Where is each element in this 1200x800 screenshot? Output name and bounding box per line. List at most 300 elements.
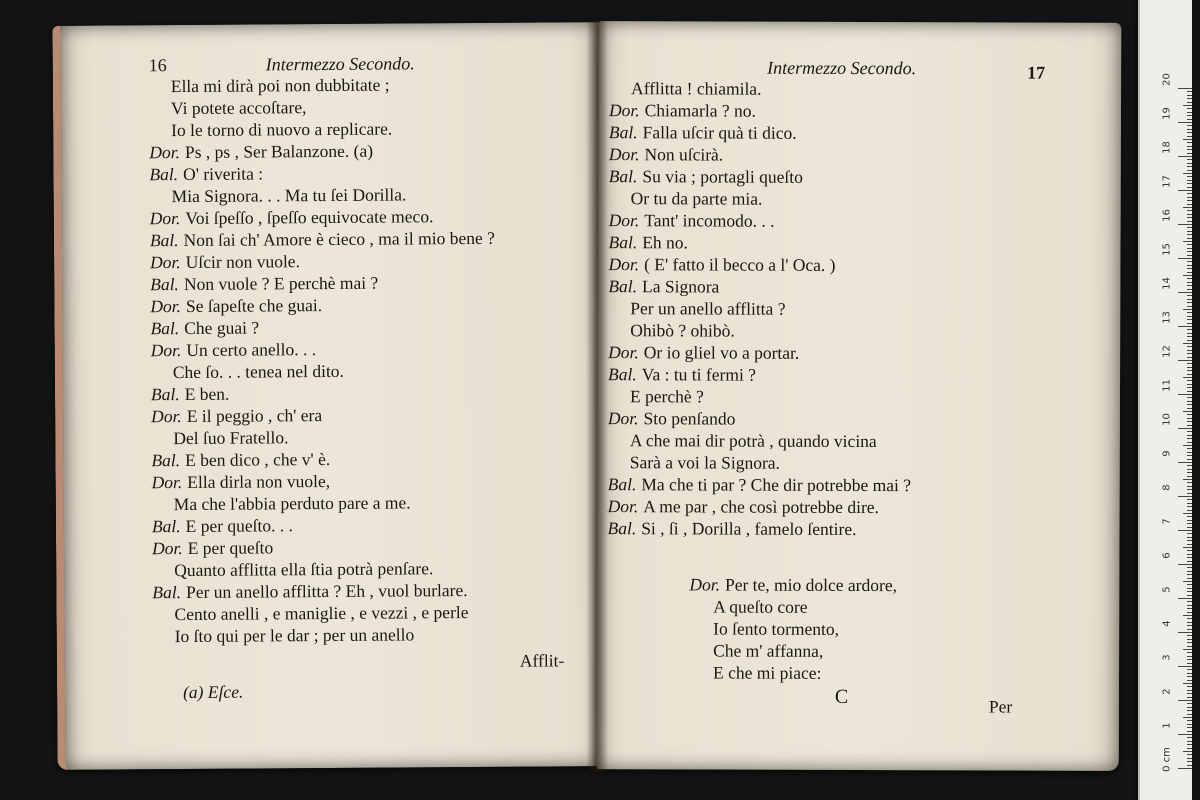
line-text: Ma che l'abbia perduto pare a me.: [173, 492, 411, 515]
left-page: [52, 22, 605, 770]
left-page-text: [149, 73, 498, 647]
ruler-tick: [1187, 187, 1192, 188]
ruler-tick: [1187, 193, 1192, 194]
speaker-label: Dor.: [151, 406, 182, 427]
aria-line: [689, 617, 897, 640]
ruler-tick: [1178, 700, 1192, 701]
ruler-tick: [1187, 244, 1192, 245]
ruler-tick: [1187, 567, 1192, 568]
ruler-tick: [1187, 601, 1192, 602]
ruler-tick: [1183, 615, 1192, 616]
ruler-tick: [1187, 265, 1192, 266]
line-text: Va : tu ti fermi ?: [641, 364, 756, 385]
right-page-number: 17: [1027, 62, 1046, 83]
ruler-tick: [1187, 523, 1192, 524]
ruler-tick: [1187, 115, 1192, 116]
speaker-label: Dor.: [607, 496, 639, 517]
line-text: Si , ſi , Dorilla , famelo ſentire.: [641, 518, 857, 539]
line-text: Che ſo. . . tenea nel dito.: [172, 360, 344, 383]
text-line: [608, 429, 911, 452]
ruler-tick: [1187, 102, 1192, 103]
ruler-tick: [1187, 421, 1192, 422]
ruler-tick: [1187, 95, 1192, 96]
ruler-tick: [1187, 316, 1192, 317]
ruler-tick: [1187, 673, 1192, 674]
ruler-tick: [1187, 499, 1192, 500]
text-line: [149, 73, 494, 97]
speaker-label: Bal.: [150, 318, 180, 339]
ruler-tick: [1187, 578, 1192, 579]
ruler-label: 19: [1161, 107, 1173, 120]
measurement-ruler: [1138, 0, 1192, 800]
line-text: Per un anello afflitta ?: [630, 298, 786, 319]
ruler-tick: [1178, 394, 1192, 395]
ruler-tick: [1187, 391, 1192, 392]
line-text: Tant' incomodo. . .: [644, 210, 775, 231]
ruler-tick: [1187, 336, 1192, 337]
line-text: E perchè ?: [629, 386, 704, 407]
text-line: [608, 253, 911, 276]
line-text: Or tu da parte mia.: [630, 188, 763, 209]
ruler-tick: [1187, 384, 1192, 385]
ruler-label: 4: [1161, 620, 1173, 627]
ruler-tick: [1187, 741, 1192, 742]
ruler-tick: [1183, 649, 1192, 650]
ruler-tick: [1187, 129, 1192, 130]
ruler-tick: [1187, 639, 1192, 640]
ruler-tick: [1187, 646, 1192, 647]
ruler-tick: [1187, 608, 1192, 609]
speaker-label: Bal.: [150, 384, 180, 405]
ruler-tick: [1187, 625, 1192, 626]
ruler-tick: [1187, 472, 1192, 473]
speaker-label: Bal.: [608, 364, 637, 385]
ruler-tick: [1187, 340, 1192, 341]
ruler-tick: [1187, 676, 1192, 677]
line-text: A che mai dir potrà , quando vicina: [629, 430, 877, 452]
line-text: E ben dico , che v' è.: [185, 448, 331, 471]
ruler-label: 0 cm: [1161, 747, 1173, 772]
ruler-tick: [1187, 272, 1192, 273]
ruler-tick: [1183, 343, 1192, 344]
line-text: Un certo anello. . .: [186, 339, 317, 360]
speaker-label: Dor.: [608, 144, 640, 165]
aria-line: [689, 639, 897, 662]
line-text: Io ſto qui per le dar ; per un anello: [174, 624, 415, 647]
ruler-label: 9: [1161, 450, 1173, 457]
line-text: Ella mi dirà poi non dubbitate ;: [170, 74, 390, 97]
text-line: [152, 601, 497, 625]
ruler-tick: [1187, 584, 1192, 585]
text-line: [608, 231, 911, 254]
speaker-label: Dor.: [150, 296, 182, 317]
ruler-tick: [1187, 510, 1192, 511]
ruler-tick: [1187, 210, 1192, 211]
ruler-tick: [1187, 146, 1192, 147]
text-line: [609, 165, 912, 188]
ruler-tick: [1187, 329, 1192, 330]
text-line: [608, 341, 911, 364]
line-text: O' riverita :: [183, 163, 264, 185]
line-text: Del ſuo Fratello.: [173, 427, 289, 449]
right-catchword: Per: [988, 696, 1013, 717]
ruler-tick: [1187, 387, 1192, 388]
left-running-title: Intermezzo Secondo.: [265, 53, 415, 75]
line-text: E ben.: [184, 383, 230, 405]
text-line: [151, 403, 496, 427]
ruler-tick: [1187, 350, 1192, 351]
ruler-tick: [1187, 605, 1192, 606]
ruler-tick: [1187, 748, 1192, 749]
ruler-label: 15: [1161, 243, 1173, 256]
line-text: Ella dirla non vuole,: [187, 470, 331, 492]
text-line: [150, 227, 495, 251]
ruler-tick: [1187, 108, 1192, 109]
line-text: Sarà a voi la Signora.: [629, 452, 780, 473]
line-text: Se ſapeſte che guai.: [185, 295, 323, 316]
text-line: [608, 363, 911, 386]
ruler-tick: [1187, 618, 1192, 619]
ruler-tick: [1178, 88, 1192, 89]
ruler-tick: [1178, 598, 1192, 599]
ruler-tick: [1178, 530, 1192, 531]
speaker-label: Dor.: [608, 210, 640, 231]
line-text: Falla uſcir quà ti dico.: [642, 122, 797, 143]
speaker-label: Bal.: [151, 516, 181, 537]
speaker-label: Bal.: [608, 276, 638, 297]
right-page-text: [607, 77, 912, 540]
ruler-tick: [1187, 268, 1192, 269]
ruler-tick: [1183, 309, 1192, 310]
ruler-tick: [1187, 289, 1192, 290]
ruler-tick: [1178, 632, 1192, 633]
ruler-tick: [1178, 258, 1192, 259]
ruler-tick: [1187, 323, 1192, 324]
ruler-tick: [1187, 588, 1192, 589]
line-text: Non ſai ch' Amore è cieco , ma il mio bene ?: [183, 227, 495, 251]
ruler-tick: [1187, 663, 1192, 664]
ruler-tick: [1183, 445, 1192, 446]
ruler-tick: [1187, 312, 1192, 313]
aria-text: [689, 573, 897, 684]
ruler-tick: [1187, 652, 1192, 653]
ruler-tick: [1183, 275, 1192, 276]
text-line: [608, 385, 911, 408]
text-line: [608, 275, 911, 298]
text-line: [152, 513, 497, 537]
speaker-label: Dor.: [149, 142, 181, 163]
ruler-tick: [1187, 693, 1192, 694]
text-line: [609, 121, 912, 144]
ruler-tick: [1187, 132, 1192, 133]
ruler-tick: [1183, 139, 1192, 140]
ruler-label: 7: [1161, 518, 1173, 525]
ruler-tick: [1187, 217, 1192, 218]
ruler-tick: [1187, 537, 1192, 538]
line-text: Ma che ti par ? Che dir potrebbe mai ?: [641, 474, 912, 496]
speaker-label: Dor.: [608, 342, 639, 363]
book-gutter: [586, 20, 608, 772]
ruler-tick: [1187, 435, 1192, 436]
aria-line: [689, 661, 897, 684]
ruler-tick: [1187, 448, 1192, 449]
ruler-tick: [1187, 459, 1192, 460]
speaker-label: Bal.: [608, 232, 638, 253]
ruler-tick: [1187, 119, 1192, 120]
ruler-tick: [1187, 642, 1192, 643]
line-text: ( E' fatto il becco a l' Oca. ): [644, 254, 836, 275]
ruler-label: 8: [1161, 484, 1173, 491]
ruler-tick: [1183, 411, 1192, 412]
ruler-tick: [1187, 727, 1192, 728]
text-line: [149, 139, 494, 163]
ruler-tick: [1187, 591, 1192, 592]
ruler-tick: [1183, 751, 1192, 752]
ruler-tick: [1187, 629, 1192, 630]
text-line: [151, 381, 496, 405]
ruler-tick: [1187, 231, 1192, 232]
ruler-tick: [1187, 180, 1192, 181]
speaker-label: Dor.: [151, 538, 183, 559]
speaker-label: Dor.: [149, 252, 181, 273]
ruler-tick: [1187, 142, 1192, 143]
ruler-tick: [1178, 564, 1192, 565]
ruler-tick: [1183, 105, 1192, 106]
ruler-tick: [1187, 261, 1192, 262]
aria-line: [689, 595, 897, 618]
ruler-tick: [1187, 557, 1192, 558]
line-text: Sto penſando: [643, 408, 736, 429]
ruler-tick: [1178, 292, 1192, 293]
ruler-tick: [1187, 285, 1192, 286]
text-line: [608, 407, 911, 430]
ruler-tick: [1187, 669, 1192, 670]
text-line: [152, 469, 497, 493]
ruler-label: 16: [1161, 209, 1173, 222]
ruler-tick: [1183, 717, 1192, 718]
ruler-label: 3: [1161, 654, 1173, 661]
ruler-tick: [1187, 278, 1192, 279]
speaker-label: Bal.: [149, 230, 179, 251]
ruler-tick: [1187, 656, 1192, 657]
ruler-tick: [1187, 397, 1192, 398]
ruler-tick: [1187, 221, 1192, 222]
ruler-tick: [1187, 431, 1192, 432]
ruler-tick: [1187, 710, 1192, 711]
line-text: Or io gliel vo a portar.: [643, 342, 800, 363]
ruler-tick: [1187, 469, 1192, 470]
ruler-tick: [1187, 183, 1192, 184]
line-text: Ps , ps , Ser Balanzone. (a): [184, 140, 374, 162]
ruler-tick: [1187, 367, 1192, 368]
ruler-tick: [1187, 374, 1192, 375]
line-text: Cento anelli , e maniglie , e vezzi , e perle: [174, 602, 469, 625]
text-line: [152, 535, 497, 559]
text-line: [149, 95, 494, 119]
line-text: A queſto core: [713, 596, 808, 617]
ruler-tick: [1178, 768, 1192, 769]
right-running-title: Intermezzo Secondo.: [767, 57, 917, 79]
ruler-tick: [1187, 401, 1192, 402]
line-text: Per un anello afflitta ? Eh , vuol burlare.: [185, 580, 468, 603]
ruler-label: 6: [1161, 552, 1173, 559]
ruler-tick: [1187, 659, 1192, 660]
ruler-tick: [1187, 561, 1192, 562]
ruler-tick: [1187, 357, 1192, 358]
ruler-tick: [1178, 462, 1192, 463]
ruler-tick: [1187, 91, 1192, 92]
ruler-tick: [1187, 251, 1192, 252]
text-line: [608, 473, 911, 496]
text-line: [150, 293, 495, 317]
ruler-tick: [1187, 370, 1192, 371]
line-text: Che m' affanna,: [713, 640, 824, 661]
ruler-tick: [1187, 707, 1192, 708]
speaker-label: Bal.: [149, 164, 179, 185]
line-text: E che mi piace:: [712, 662, 822, 683]
ruler-tick: [1178, 122, 1192, 123]
ruler-tick: [1187, 255, 1192, 256]
speaker-label: Dor.: [607, 408, 639, 429]
ruler-tick: [1187, 482, 1192, 483]
speaker-label: Dor.: [608, 254, 640, 275]
ruler-tick: [1187, 761, 1192, 762]
ruler-tick: [1187, 489, 1192, 490]
ruler-tick: [1187, 690, 1192, 691]
ruler-tick: [1187, 686, 1192, 687]
line-text: Per te, mio dolce ardore,: [724, 574, 898, 596]
ruler-tick: [1187, 238, 1192, 239]
text-line: [608, 495, 911, 518]
text-line: [609, 187, 912, 210]
ruler-label: 10: [1161, 413, 1173, 426]
ruler-tick: [1187, 380, 1192, 381]
ruler-tick: [1187, 731, 1192, 732]
ruler-tick: [1187, 520, 1192, 521]
text-line: [150, 271, 495, 295]
ruler-tick: [1187, 170, 1192, 171]
ruler-tick: [1187, 98, 1192, 99]
ruler-tick: [1187, 527, 1192, 528]
ruler-tick: [1178, 666, 1192, 667]
ruler-tick: [1178, 496, 1192, 497]
ruler-label: 1: [1161, 722, 1173, 729]
ruler-label: 14: [1161, 277, 1173, 290]
line-text: A me par , che così potrebbe dire.: [643, 496, 879, 518]
ruler-tick: [1187, 754, 1192, 755]
ruler-tick: [1187, 442, 1192, 443]
ruler-tick: [1187, 319, 1192, 320]
ruler-label: 13: [1161, 311, 1173, 324]
ruler-tick: [1187, 720, 1192, 721]
bleed-through-text: [961, 106, 1111, 107]
text-line: [609, 77, 912, 100]
text-line: [609, 209, 912, 232]
ruler-tick: [1187, 703, 1192, 704]
text-line: [151, 425, 496, 449]
right-page: [597, 21, 1122, 771]
ruler-tick: [1187, 744, 1192, 745]
ruler-tick: [1187, 503, 1192, 504]
ruler-tick: [1183, 377, 1192, 378]
ruler-tick: [1187, 214, 1192, 215]
line-text: Io ſento tormento,: [713, 618, 840, 639]
ruler-tick: [1187, 635, 1192, 636]
ruler-tick: [1187, 438, 1192, 439]
text-line: [152, 557, 497, 581]
ruler-tick: [1183, 683, 1192, 684]
ruler-tick: [1187, 234, 1192, 235]
ruler-tick: [1187, 295, 1192, 296]
text-line: [151, 359, 496, 383]
signature-mark: C: [834, 685, 849, 708]
text-line: [149, 161, 494, 185]
ruler-tick: [1187, 125, 1192, 126]
text-line: [150, 183, 495, 207]
ruler-tick: [1178, 156, 1192, 157]
text-line: [153, 623, 498, 647]
ruler-tick: [1183, 547, 1192, 548]
text-line: [607, 517, 910, 540]
ruler-tick: [1183, 207, 1192, 208]
speaker-label: Bal.: [152, 582, 182, 603]
ruler-tick: [1187, 414, 1192, 415]
ruler-tick: [1187, 765, 1192, 766]
line-text: Non vuole ? E perchè mai ?: [183, 272, 379, 295]
ruler-label: 20: [1161, 73, 1173, 86]
ruler-tick: [1178, 326, 1192, 327]
line-text: Quanto afflitta ella ſtia potrà penſare.: [174, 558, 434, 581]
line-text: Eh no.: [642, 232, 688, 253]
ruler-tick: [1187, 299, 1192, 300]
ruler-tick: [1187, 227, 1192, 228]
ruler-tick: [1187, 455, 1192, 456]
ruler-tick: [1187, 680, 1192, 681]
text-line: [151, 337, 496, 361]
speaker-label: Dor.: [150, 340, 182, 361]
ruler-tick: [1187, 571, 1192, 572]
ruler-tick: [1187, 302, 1192, 303]
text-line: [150, 315, 495, 339]
line-text: Vi potete accoſtare,: [170, 97, 307, 119]
line-text: Voi ſpeſſo , ſpeſſo equivocate meco.: [185, 206, 434, 228]
left-catchword: Afflit-: [519, 650, 565, 671]
ruler-label: 17: [1161, 175, 1173, 188]
ruler-tick: [1178, 428, 1192, 429]
ruler-tick: [1187, 306, 1192, 307]
ruler-tick: [1187, 418, 1192, 419]
ruler-tick: [1178, 734, 1192, 735]
text-line: [149, 117, 494, 141]
line-text: Su via ; portagli queſto: [642, 166, 803, 187]
ruler-tick: [1187, 163, 1192, 164]
ruler-tick: [1187, 404, 1192, 405]
speaker-label: Dor.: [149, 208, 181, 229]
ruler-label: 18: [1161, 141, 1173, 154]
text-line: [609, 99, 912, 122]
ruler-tick: [1187, 550, 1192, 551]
line-text: Che guai ?: [184, 317, 260, 339]
ruler-tick: [1183, 479, 1192, 480]
ruler-tick: [1187, 595, 1192, 596]
ruler-tick: [1187, 493, 1192, 494]
text-line: [152, 579, 497, 603]
speaker-label: Bal.: [607, 518, 637, 539]
ruler-tick: [1187, 333, 1192, 334]
ruler-tick: [1187, 612, 1192, 613]
ruler-tick: [1187, 714, 1192, 715]
line-text: Ohibò ? ohibò.: [630, 320, 735, 341]
